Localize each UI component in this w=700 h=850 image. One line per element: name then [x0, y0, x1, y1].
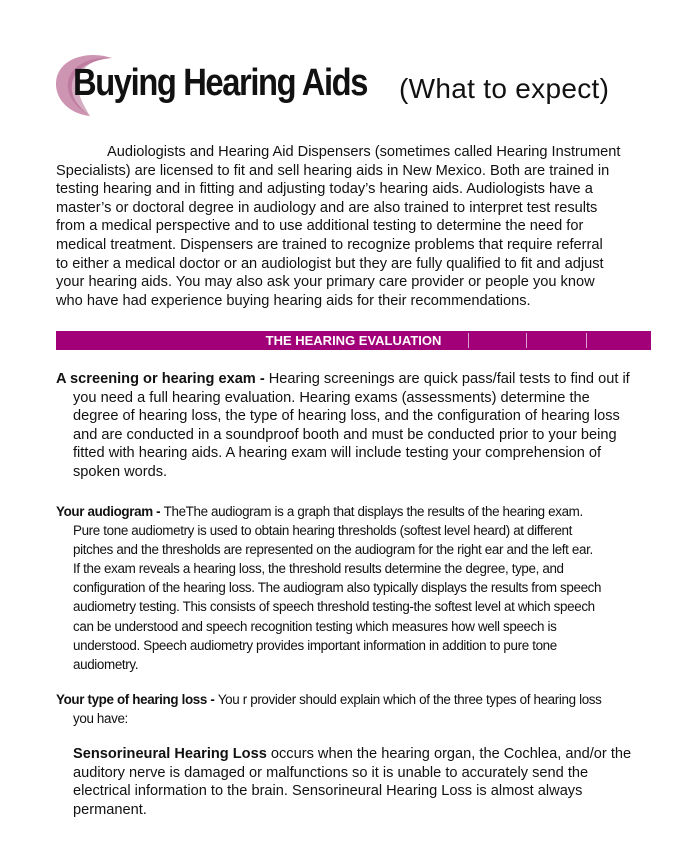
audiogram-first-line [56, 502, 656, 521]
intro-line: medical treatment. Dispensers are trained to recognize problems that require referral [56, 236, 603, 253]
title-main: Buying Hearing Aids [73, 62, 368, 104]
audiogram-line: If the exam reveals a hearing loss, the threshold results determine the degree, type, and [73, 561, 564, 577]
screening-line: spoken words. [73, 463, 168, 480]
audiogram-line: Pure tone audiometry is used to obtain hearing thresholds (softest level heard) at different [73, 523, 573, 539]
intro-line: your hearing aids. You may also ask your primary care provider or people you know [56, 274, 595, 291]
sensorineural-first-line [73, 745, 653, 764]
section-heading-band [56, 331, 651, 350]
band-divider [468, 333, 469, 348]
intro-line: Audiologists and Hearing Aid Dispensers (sometimes called Hearing Instrument [107, 144, 621, 160]
audiogram-line: audiometry. [73, 656, 139, 672]
hearing-loss-type-section [56, 690, 656, 728]
intro-line: who have had experience buying hearing aids for their recommendations. [56, 292, 531, 309]
audiogram-line: TheThe audiogram is a graph that displays the results of the hearing exam. [163, 504, 583, 519]
audiogram-line: audiometry testing. This consists of speech threshold testing-the softest level at which speech [73, 599, 595, 615]
sensorineural-section [73, 745, 653, 819]
band-divider [526, 333, 527, 348]
screening-line: you need a full hearing evaluation. Hearing exams (assessments) determine the [73, 389, 590, 406]
screening-line: and are conducted in a soundproof booth and must be conducted prior to your being [73, 426, 617, 443]
screening-first-line [56, 370, 656, 389]
screening-line: fitted with hearing aids. A hearing exam will include testing your comprehension of [73, 445, 602, 462]
loss-type-line: you have: [73, 711, 128, 726]
intro-line: testing hearing and in fitting and adjusting today’s hearing aids. Audiologists have a [56, 181, 593, 198]
section-heading: THE HEARING EVALUATION [265, 333, 442, 348]
audiogram-line: configuration of the hearing loss. The audiogram also typically displays the results from speech [73, 580, 602, 596]
audiogram-section [56, 502, 656, 674]
loss-type-line: You r provider should explain which of the three types of hearing loss [217, 692, 602, 707]
loss-type-label: Your type of hearing loss - [56, 692, 218, 707]
audiogram-label: Your audiogram - [56, 504, 164, 519]
audiogram-line: understood. Speech audiometry provides important information in addition to pure tone [73, 637, 557, 653]
loss-type-first-line [56, 690, 656, 709]
audiogram-line: can be understood and speech recognition testing which measures how well speech is [73, 618, 557, 634]
screening-section [56, 370, 656, 482]
sensorineural-line: occurs when the hearing organ, the Cochlea, and/or the [266, 746, 632, 762]
band-divider [586, 333, 587, 348]
audiogram-line: pitches and the thresholds are represented on the audiogram for the right ear and the left ear. [73, 542, 593, 558]
document-title [73, 62, 610, 105]
intro-line: Specialists) are licensed to fit and sell hearing aids in New Mexico. Both are trained in [56, 162, 610, 179]
sensorineural-line: auditory nerve is damaged or malfunctions so it is unable to accurately send the [73, 764, 589, 781]
intro-line: master’s or doctoral degree in audiology and are also trained to interpret test results [56, 199, 598, 216]
screening-line: Hearing screenings are quick pass/fail tests to find out if [268, 371, 630, 387]
intro-paragraph [56, 143, 656, 310]
sensorineural-label: Sensorineural Hearing Loss [73, 746, 267, 762]
sensorineural-line: permanent. [73, 801, 147, 818]
screening-line: degree of hearing loss, the type of hearing loss, and the configuration of hearing loss [73, 408, 620, 425]
intro-line: from a medical perspective and to use additional testing to determine the need for [56, 218, 584, 235]
sensorineural-line: electrical information to the brain. Sensorineural Hearing Loss is almost always [73, 783, 583, 800]
screening-label: A screening or hearing exam - [56, 371, 269, 387]
intro-line: to either a medical doctor or an audiologist but they are fully qualified to fit and adjust [56, 255, 604, 272]
title-subtitle: (What to expect) [399, 73, 610, 104]
